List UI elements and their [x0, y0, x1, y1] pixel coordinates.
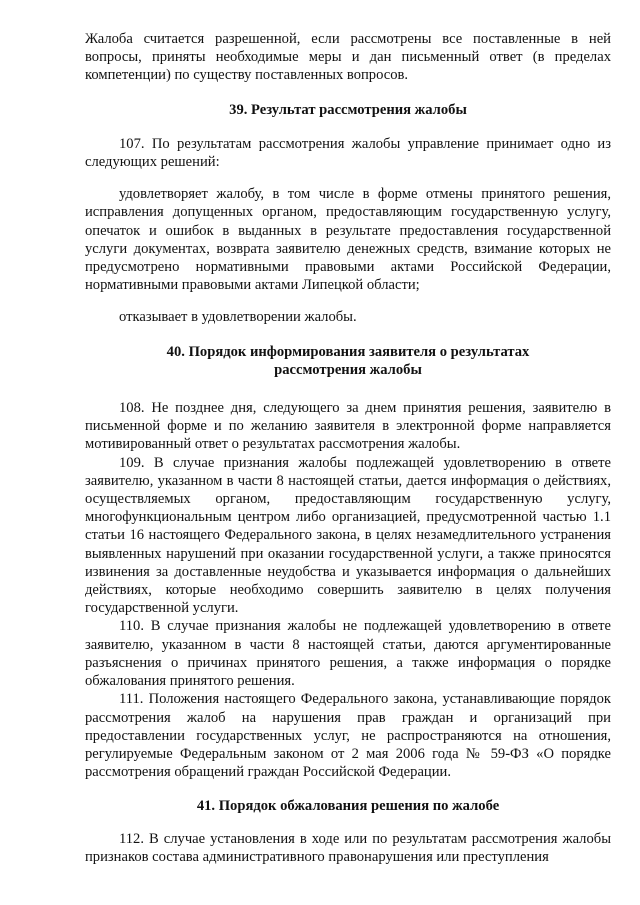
paragraph-108: 108. Не позднее дня, следующего за днем принятия решения, заявителю в письменной форме и по желанию заявителя в электронной форме направляется мотивированный ответ о результатах рассмотрения жалобы. [85, 400, 611, 453]
paragraph-107: 107. По результатам рассмотрения жалобы управление принимает одно из следующих решений: [85, 135, 611, 171]
decision-satisfy: удовлетворяет жалобу, в том числе в форме отмены принятого решения, исправления допущенных органом, предоставляющим государственную услугу, опечаток и ошибок в выданных в результате предоставления государственной услуги документах, возврата заявителю денежных средств, взимание которых не предусмотрено нормативными правовыми актами Российской Федерации, нормативными правовыми актами Липецкой области; [85, 186, 611, 294]
intro-paragraph: Жалоба считается разрешенной, если рассмотрены все поставленные в ней вопросы, приняты необходимые меры и дан письменный ответ (в пределах компетенции) по существу поставленных вопросов. [85, 31, 611, 84]
paragraph-109: 109. В случае признания жалобы подлежащей удовлетворению в ответе заявителю, указанном в части 8 настоящей статьи, дается информация о действиях, осуществляемых органом, предоставляющим государственную услугу, многофункциональным центром либо организацией, предусмотренной частью 1.1 статьи 16 настоящего Федерального закона, в целях незамедлительного устранения выявленных нарушений при оказании государственной услуги, а также приносятся извинения за доставленные неудобства и указывается информация о дальнейших действиях, которые необходимо совершить заявителю в целях получения государственной услуги. [85, 454, 611, 617]
section-41-heading: 41. Порядок обжалования решения по жалобе [196, 798, 500, 815]
paragraph-111: 111. Положения настоящего Федерального закона, устанавливающие порядок рассмотрения жалоб на нарушения прав граждан и организаций при предоставлении государственных услуг, не распространяются на отношения, регулируемые Федеральным законом от 2 мая 2006 года № 59-ФЗ «О порядке рассмотрения обращений граждан Российской Федерации. [85, 691, 611, 781]
paragraph-110: 110. В случае признания жалобы не подлежащей удовлетворению в ответе заявителю, указанном в части 8 настоящей статьи, даются аргументированные разъяснения о причинах принятого решения, а также информация о порядке обжалования принятого решения. [85, 618, 611, 690]
paragraph-112: 112. В случае установления в ходе или по результатам рассмотрения жалобы признаков состава административного правонарушения или преступления [85, 830, 611, 865]
section-40-heading [85, 343, 611, 379]
section-40-heading-line1: 40. Порядок информирования заявителя о результатах [166, 343, 530, 360]
decision-refuse: отказывает в удовлетворении жалобы. [119, 309, 357, 326]
section-39-heading: 39. Результат рассмотрения жалобы [229, 101, 467, 118]
section-40-heading-line2: рассмотрения жалобы [274, 361, 422, 378]
